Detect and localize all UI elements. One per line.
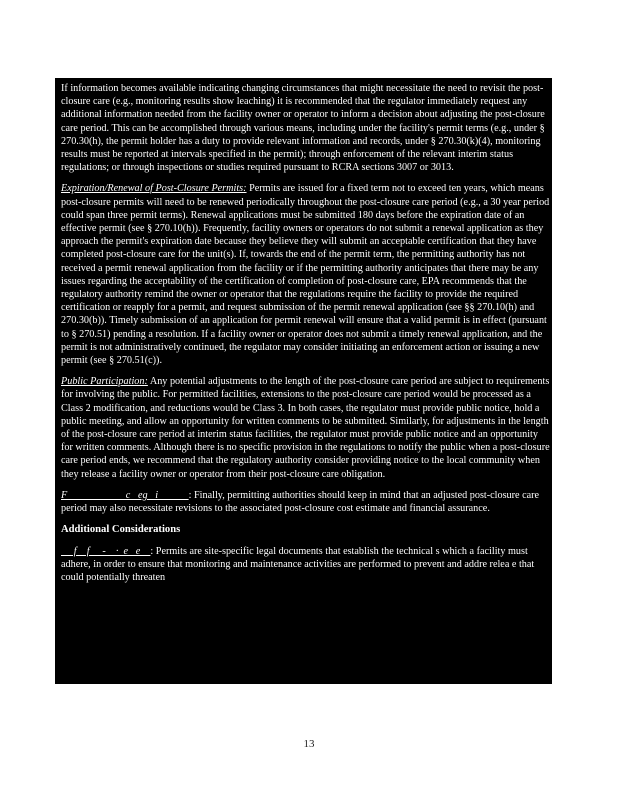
- paragraph-body: : Finally, permitting authorities should keep in mind that an adjusted post-closure care period may also necessitate revisions to the associated post-closure cost estimate and financial assurance.: [61, 489, 540, 515]
- section-heading: Additional Considerations: [61, 524, 181, 536]
- page-number: 13: [303, 738, 315, 750]
- paragraph-expiration-renewal: [61, 182, 552, 367]
- paragraph-lead: Expiration/Renewal of Post-Closure Permits:: [61, 183, 247, 195]
- redacted-text-block: [55, 78, 552, 684]
- paragraph-lead: f f - · e e: [61, 545, 151, 557]
- paragraph-lead: Public Participation:: [61, 376, 148, 388]
- paragraph-body: Any potential adjustments to the length of the post-closure care period are subject to requirements for involving the public. For permitted facilities, extensions to the post-closure care period would be processed as a Class 2 modification, and reductions would be Class 3. In both cases, the regulator must provide public notice, hold a public meeting, and allow an opportunity for written comments to be submitted. Similarly, for adjustments in the length of the post-closure care period at interim status facilities, the regulator must provide public notice and an opportunity for written comments. Although there is no specific provision in the regulations to notify the public when a post-closure care period ends, we recommend that the regulatory authority consider providing notice to the local community when they release a facility owner or operator from their post-closure care obligation.: [61, 376, 550, 480]
- paragraph-financial: [61, 489, 552, 515]
- paragraph-body: : Permits are site-specific legal documents that establish the technical s which a facility must adhere, in order to ensure that monitoring and maintenance activities are performed to prevent and addre relea e that could potentially threaten: [61, 545, 535, 583]
- paragraph-monitoring: If information becomes available indicating changing circumstances that might necessitate the need to revisit the post-closure care (e.g., monitoring results show leaching) it is recommended that the regulator immediately request any additional information needed from the facility owner or operator to inform a decision about adjusting the post-closure care period. This can be accomplished through various means, including under the facility's permit terms (e.g., under § 270.30(h), the permit holder has a duty to provide relevant information and records, under § 270.30(k)(4), monitoring results must be reported at intervals specified in the permit); through enforcement of the relevant interim status regulations; or through inspections or studies required pursuant to RCRA sections 3007 or 3013.: [61, 83, 545, 174]
- paragraph-lead: F c eg i: [61, 489, 189, 501]
- paragraph-site-specific: [61, 545, 552, 585]
- paragraph-public-participation: [61, 375, 552, 481]
- paragraph-body: Permits are issued for a fixed term not to exceed ten years, which means post-closure permits will need to be renewed periodically throughout the post-closure care period (e.g., a 30 year period could span three permit terms). Renewal applications must be submitted 180 days before the expiration date of an effective permit (see § 270.10(h)). Frequently, facility owners or operators do not submit a renewal application as they approach the permit's expiration date because they believe they will submit an acceptable certification that they have completed post-closure care for the unit(s). If, towards the end of the permit term, the permitting authority has not received a permit renewal application from the facility or if the permitting authority anticipates that there may be any issues regarding the acceptability of the certification of completion of post-closure care, EPA recommends that the regulatory authority remind the owner or operator that the regulations require the facility to provide the required certification or reapply for a permit, and request submission of the permit renewal application (see §§ 270.10(h) and 270.30(b)). Timely submission of an application for permit renewal will ensure that a valid permit is in effect (pursuant to § 270.51) pending a resolution. If a facility owner or operator does not submit a timely renewal application, and the permit is not administratively continued, the regulator may consider initiating an enforcement action or issuing a new permit (see § 270.51(c)).: [61, 183, 550, 367]
